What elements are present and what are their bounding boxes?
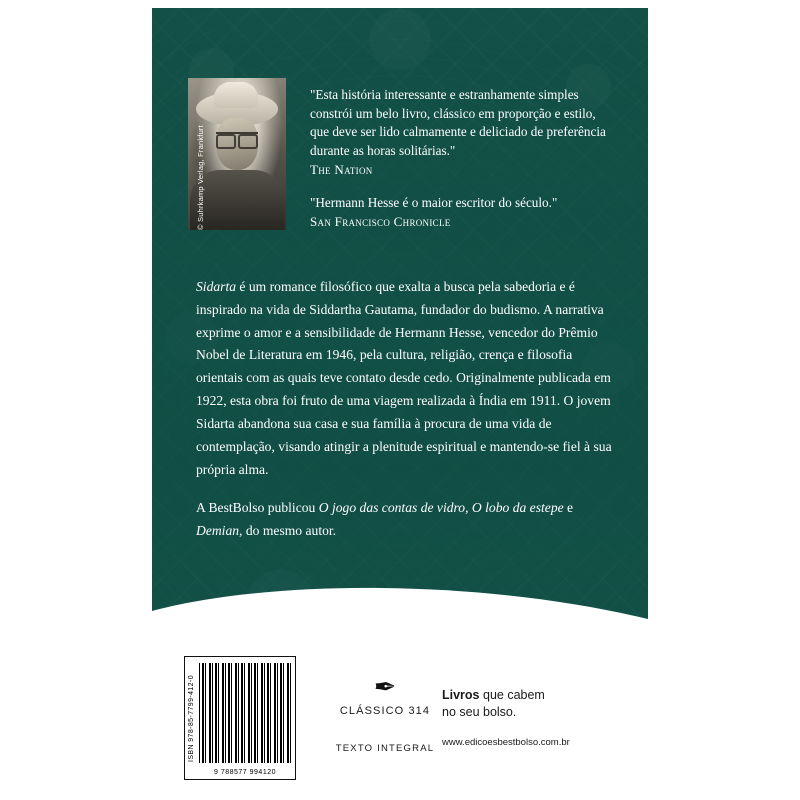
blurb-quote-2: "Hermann Hesse é o maior escritor do século." xyxy=(310,194,558,210)
photo-hat-crown xyxy=(214,82,258,108)
book-title-inline: Sidarta xyxy=(196,279,237,294)
barcode-bars xyxy=(199,663,291,776)
photo-credit-container xyxy=(178,78,205,230)
footer-curve xyxy=(152,577,648,647)
related-intro: A BestBolso publicou xyxy=(196,500,319,516)
book-description xyxy=(196,276,612,543)
barcode-isbn-container xyxy=(185,657,199,779)
barcode-isbn-text: ISBN 978-85-7799-412-0 xyxy=(188,674,196,762)
blurb-quote-1: "Esta história interessante e estranhamente simples constrói um belo livro, clássico em proporção e estilo, que deve ser lido calmamente e deliciado de preferência durante as horas solitárias." xyxy=(310,87,606,159)
barcode-digits: 9 788577 994120 xyxy=(199,769,291,776)
edition-label: TEXTO INTEGRAL xyxy=(335,743,435,754)
collection-block xyxy=(320,674,450,754)
blurb-source-2: San Francisco Chronicle xyxy=(310,213,451,229)
description-paragraph-1 xyxy=(196,276,612,481)
publisher-url: www.edicoesbestbolso.com.br xyxy=(442,737,570,748)
brand-tagline-line-1 xyxy=(442,687,622,704)
related-sep-1: , xyxy=(465,500,472,516)
description-paragraph-2 xyxy=(196,497,612,543)
related-title-3: Demian xyxy=(196,523,240,539)
related-outro: , do mesmo autor. xyxy=(239,523,337,539)
collection-label: CLÁSSICO 314 xyxy=(339,705,431,717)
blurb-source-1: The Nation xyxy=(310,161,373,177)
photo-glasses xyxy=(216,132,258,145)
brand-word-livros: Livros xyxy=(442,688,480,703)
brand-tagline-rest: que cabem xyxy=(479,688,545,703)
book-back-cover xyxy=(152,8,648,792)
related-sep-2: e xyxy=(563,500,574,516)
description-body-1: é um romance filosófico que exalta a busca pela sabedoria e é inspirado na vida de Siddartha Gautama, fundador do budismo. A narrativa exprime o amor e a sensibilidade de Hermann Hesse, vencedor do Prêmio Nobel de Literatura em 1946, pela cultura, religião, crença e filosofia orientais com as quais teve contato desde cedo. Originalmente publicada em 1922, esta obra foi fruto de uma viagem realizada à Índia em 1911. O jovem Sidarta abandona sua casa e sua família à procura de uma vida de contemplação, visando atingir a plenitude espiritual e mantendo-se fiel à sua própria alma. xyxy=(196,279,612,477)
barcode xyxy=(184,656,296,780)
photo-credit: © Suhrkamp Verlag, Frankfurt xyxy=(196,125,205,230)
brand-tagline-line-2: no seu bolso. xyxy=(442,705,517,720)
footer-curve-shape xyxy=(152,577,648,647)
footer-panel xyxy=(152,640,648,792)
related-title-2: O lobo da estepe xyxy=(471,500,564,516)
quill-pen-icon: ✒ xyxy=(373,672,397,702)
blurb-section xyxy=(310,86,610,230)
publisher-block xyxy=(442,687,622,748)
related-title-1: O jogo das contas de vidro xyxy=(318,500,466,516)
